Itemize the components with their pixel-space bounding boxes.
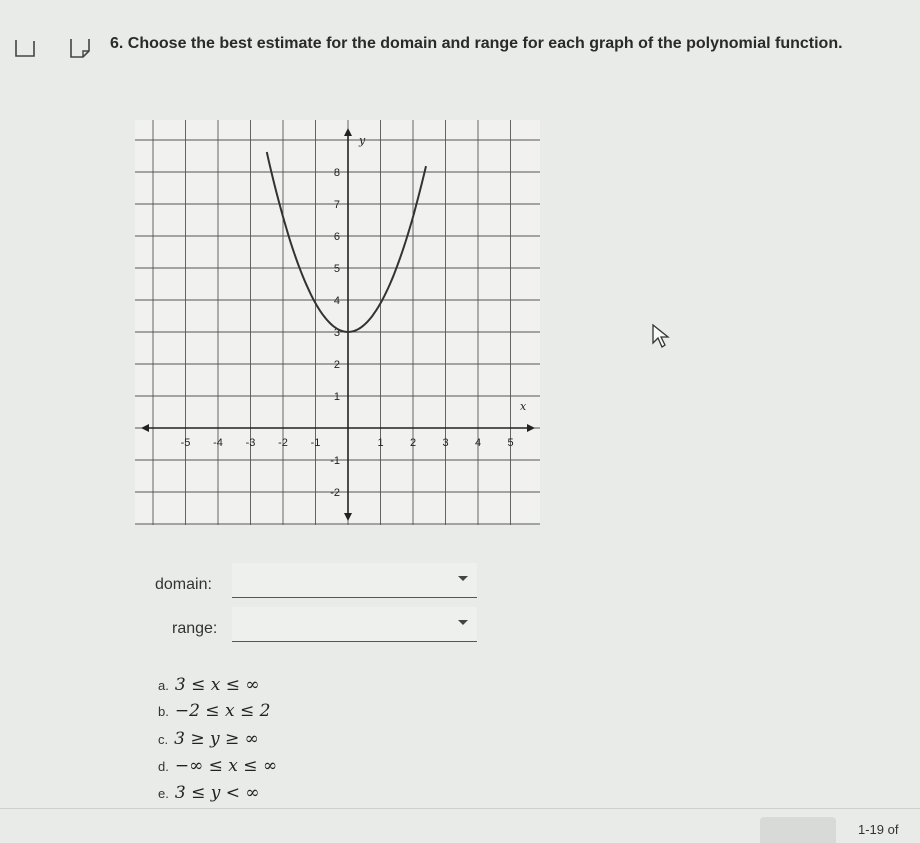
x-tick-label: 2 — [409, 437, 417, 449]
y-tick-label: 2 — [333, 359, 340, 371]
y-tick-label: -1 — [330, 455, 340, 467]
choice-expression: −2 ≤ x ≤ 2 — [174, 701, 271, 721]
bookmark-icon[interactable] — [69, 37, 91, 59]
y-tick-label: 4 — [333, 295, 340, 307]
question-title: 6. Choose the best estimate for the domain and range for each graph of the polynomial function. — [110, 35, 843, 52]
y-tick-label: 6 — [333, 231, 340, 243]
domain-dropdown[interactable] — [232, 563, 477, 598]
x-tick-label: -1 — [310, 437, 321, 449]
y-tick-label: 8 — [333, 167, 340, 179]
polynomial-graph — [135, 120, 540, 525]
previous-button[interactable] — [760, 817, 836, 843]
choice-letter: a. — [158, 678, 169, 693]
flag-icon[interactable] — [14, 38, 36, 58]
range-dropdown[interactable] — [232, 607, 477, 642]
y-axis-label: y — [359, 134, 366, 147]
answer-choice-c[interactable] — [158, 729, 259, 751]
page-count: 1-19 of — [858, 822, 899, 837]
y-tick-label: 7 — [333, 199, 340, 211]
choice-letter: d. — [158, 759, 169, 774]
footer-divider — [0, 808, 920, 809]
x-tick-label: 4 — [474, 437, 482, 449]
chevron-down-icon — [457, 575, 469, 583]
answer-choice-e[interactable] — [158, 783, 260, 805]
choice-letter: e. — [158, 786, 169, 801]
x-axis-label: x — [520, 400, 527, 413]
choice-expression: 3 ≤ x ≤ ∞ — [174, 675, 260, 695]
y-tick-label: 3 — [333, 327, 340, 339]
x-tick-label: 1 — [377, 437, 384, 449]
x-tick-label: 3 — [442, 437, 449, 449]
answer-choice-d[interactable] — [158, 756, 277, 778]
x-tick-label: -4 — [213, 437, 223, 449]
answer-choice-b[interactable] — [158, 701, 270, 723]
chevron-down-icon — [457, 619, 469, 627]
choice-expression: −∞ ≤ x ≤ ∞ — [174, 756, 278, 776]
choice-expression: 3 ≥ y ≥ ∞ — [174, 729, 259, 749]
x-tick-label: -5 — [180, 437, 191, 449]
answer-choice-a[interactable] — [158, 675, 260, 697]
x-tick-label: 5 — [507, 437, 514, 449]
question-header — [0, 0, 920, 80]
choice-letter: c. — [158, 732, 169, 747]
choice-letter: b. — [158, 704, 169, 719]
choice-expression: 3 ≤ y < ∞ — [174, 783, 260, 803]
domain-label: domain: — [155, 576, 212, 593]
x-tick-label: -2 — [278, 437, 288, 449]
y-tick-label: -2 — [330, 487, 340, 499]
range-label: range: — [172, 620, 218, 637]
x-tick-label: -3 — [245, 437, 256, 449]
mouse-cursor-icon — [651, 323, 671, 349]
y-tick-label: 5 — [333, 263, 340, 275]
y-tick-label: 1 — [333, 391, 340, 403]
